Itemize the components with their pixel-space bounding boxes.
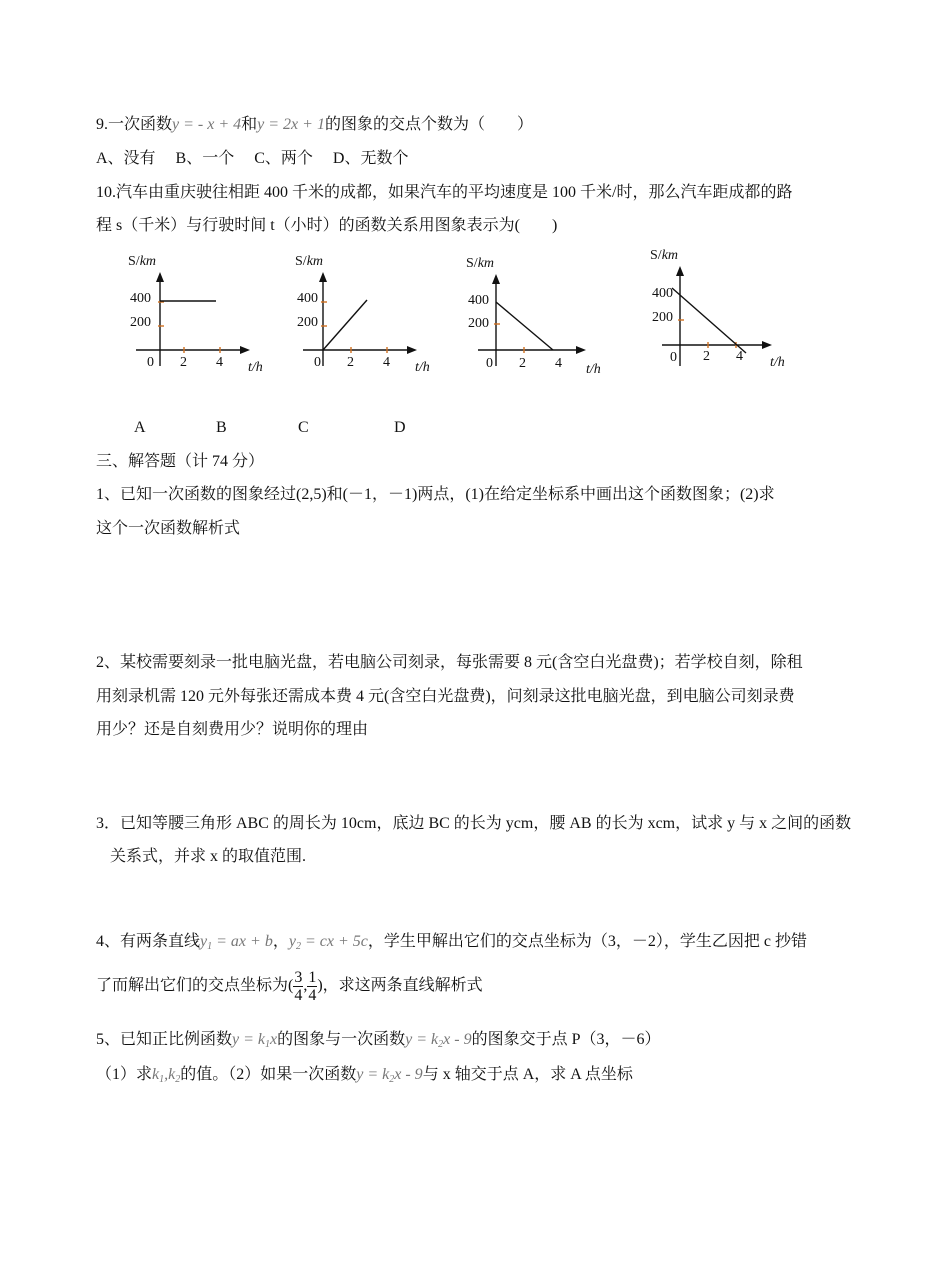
graph-a-ylabel: S/km (128, 254, 157, 269)
q9-equation-2: y = 2x + 1 (257, 116, 325, 133)
p4-line2-suffix: )，求这两条直线解析式 (317, 977, 483, 994)
graph-c-svg (456, 250, 616, 385)
graph-c-ylabel: S/km (466, 256, 495, 271)
graph-b-xlabel: t/h (415, 360, 430, 375)
p5-line-2 (96, 1064, 633, 1091)
p5-k2-sub: 2 (175, 1074, 181, 1085)
q9-prefix: 9.一次函数 (96, 116, 173, 133)
q9-options: A、没有 B、一个 C、两个 D、无数个 (96, 150, 409, 167)
p5-equation-3 (356, 1066, 422, 1083)
graph-b-svg (287, 248, 447, 383)
graph-a-svg (120, 248, 280, 383)
graph-c-xlabel-2: 2 (519, 356, 526, 371)
p5-equation-2 (405, 1031, 471, 1048)
graph-b-line (323, 300, 367, 350)
graph-a-y-arrow (156, 272, 164, 282)
p4-equation-2 (289, 933, 368, 950)
p5-equation-1 (232, 1031, 277, 1048)
graph-d-ylabel-200: 200 (652, 310, 673, 325)
graph-d-xlabel-4: 4 (736, 349, 743, 364)
graph-c (456, 250, 616, 390)
p5-eq3: y = k (356, 1066, 390, 1083)
p5-eq3-tail: x - 9 (394, 1066, 423, 1083)
p5-eq3-sub: 2 (389, 1074, 395, 1085)
p5-k1-sub: 1 (159, 1074, 165, 1085)
graph-c-y-arrow (492, 274, 500, 284)
p5-k-values (152, 1066, 180, 1083)
graph-b-xlabel-4: 4 (383, 355, 390, 370)
p5-eq2: y = k (405, 1031, 439, 1048)
graph-b-xlabel-2: 2 (347, 355, 354, 370)
p3-line-2: 关系式，并求 x 的取值范围. (110, 848, 307, 865)
graph-b-ylabel: S/km (295, 254, 324, 269)
graph-d-svg (640, 244, 810, 379)
p3-line-1: 3．已知等腰三角形 ABC 的周长为 10cm，底边 BC 的长为 ycm，腰 AB 的长为 xcm，试求 y 与 x 之间的函数 (96, 815, 852, 832)
graph-a-x-arrow (240, 346, 250, 354)
p4-comma: , (303, 977, 308, 994)
graph-a-ylabel-200: 200 (130, 315, 151, 330)
p5-prefix: 5、已知正比例函数 (96, 1031, 233, 1048)
graph-d-x-arrow (762, 341, 772, 349)
graph-d-ylabel: S/km (650, 248, 679, 263)
p5-eq1: y = k (232, 1031, 266, 1048)
p2-line-1: 2、某校需要刻录一批电脑光盘，若电脑公司刻录，每张需要 8 元(含空白光盘费)；若学校自刻，除租 (96, 654, 803, 671)
choice-b: B (216, 419, 227, 436)
p4-fraction-1 (293, 969, 303, 1004)
p5-l2-prefix: （1）求 (96, 1066, 153, 1083)
p2-line-3: 用少？还是自刻费用少？说明你的理由 (96, 721, 369, 738)
p2-line-2: 用刻录机需 120 元外每张还需成本费 4 元(含空白光盘费)，问刻录这批电脑光盘，到电脑公司刻录费 (96, 688, 795, 705)
p5-eq2-sub: 2 (438, 1039, 444, 1050)
p4-line-2 (96, 966, 483, 1006)
p5-eq1-tail: x (270, 1031, 278, 1048)
graph-d-origin: 0 (670, 350, 677, 365)
graph-a-xlabel-4: 4 (216, 355, 223, 370)
graph-c-ylabel-400: 400 (468, 293, 489, 308)
q10-line-1: 10.汽车由重庆驶往相距 400 千米的成都，如果汽车的平均速度是 100 千米/时，那么汽车距成都的路 (96, 184, 793, 201)
p1-line-1: 1、已知一次函数的图象经过(2,5)和(－1，－1)两点，(1)在给定坐标系中画出这个函数图象；(2)求 (96, 486, 775, 503)
p4-fraction-2 (307, 969, 317, 1004)
graph-c-xlabel: t/h (586, 362, 601, 377)
graph-b-ylabel-400: 400 (297, 291, 318, 306)
choice-c: C (298, 419, 309, 436)
graph-a-ylabel-400: 400 (130, 291, 151, 306)
graph-c-ylabel-200: 200 (468, 316, 489, 331)
graph-d-xlabel: t/h (770, 355, 785, 370)
p5-k1: k (152, 1066, 160, 1083)
graph-a (120, 248, 280, 388)
p5-suffix: 的图象交于点 P（3，－6） (471, 1031, 661, 1048)
p5-k2: k (168, 1066, 176, 1083)
graph-d-xlabel-2: 2 (703, 349, 710, 364)
p4-y2-sub: 2 (295, 941, 301, 952)
p5-kcomma: , (164, 1066, 169, 1083)
graph-c-x-arrow (576, 346, 586, 354)
graph-c-origin: 0 (486, 356, 493, 371)
p4-frac2-num: 1 (308, 968, 317, 986)
choice-d: D (394, 419, 406, 436)
p4-frac1-den: 4 (294, 986, 303, 1004)
graph-b-ylabel-200: 200 (297, 315, 318, 330)
p4-eq2-rhs: = cx + 5c (300, 933, 368, 950)
p4-equation-1 (200, 933, 273, 950)
graph-b-x-arrow (407, 346, 417, 354)
p4-prefix: 4、有两条直线 (96, 933, 201, 950)
p4-y1: y (200, 933, 208, 950)
q9-mid: 和 (241, 116, 258, 133)
p5-eq2-tail: x - 9 (443, 1031, 472, 1048)
p1-line-2: 这个一次函数解析式 (96, 520, 241, 537)
graph-b (287, 248, 447, 388)
choice-a: A (134, 419, 146, 436)
graph-a-origin: 0 (147, 355, 154, 370)
p4-frac2-den: 4 (308, 986, 317, 1004)
p4-sep: ， (272, 933, 289, 950)
p5-l2-mid: 的值。（2）如果一次函数 (180, 1066, 357, 1083)
graph-b-origin: 0 (314, 355, 321, 370)
p5-l2-suffix: 与 x 轴交于点 A，求 A 点坐标 (422, 1066, 633, 1083)
p4-suffix: ，学生甲解出它们的交点坐标为（3，－2），学生乙因把 c 抄错 (367, 933, 807, 950)
p4-eq1-rhs: = ax + b (212, 933, 273, 950)
p5-eq1-sub: 1 (265, 1039, 271, 1050)
p5-line-1 (96, 1029, 660, 1056)
p4-y1-sub: 1 (207, 941, 213, 952)
p4-frac1-num: 3 (294, 968, 303, 986)
graph-d-ylabel-400: 400 (652, 286, 673, 301)
graph-d-y-arrow (676, 266, 684, 276)
graph-c-line (496, 302, 553, 350)
p4-line2-prefix: 了而解出它们的交点坐标为( (96, 977, 294, 994)
q10-line-2: 程 s（千米）与行驶时间 t（小时）的函数关系用图象表示为( ) (96, 217, 558, 234)
q9-suffix: 的图象的交点个数为（ ） (324, 116, 533, 133)
q9-equation-1: y = - x + 4 (172, 116, 242, 133)
p4-line-1 (96, 931, 807, 958)
p5-mid: 的图象与一次函数 (277, 1031, 406, 1048)
graph-d (640, 244, 810, 384)
section-3-title: 三、解答题（计 74 分） (96, 453, 265, 470)
graph-c-xlabel-4: 4 (555, 356, 562, 371)
question-9 (96, 114, 533, 136)
graph-b-y-arrow (319, 272, 327, 282)
p4-y2: y (288, 933, 296, 950)
graph-a-xlabel: t/h (248, 360, 263, 375)
graph-a-xlabel-2: 2 (180, 355, 187, 370)
